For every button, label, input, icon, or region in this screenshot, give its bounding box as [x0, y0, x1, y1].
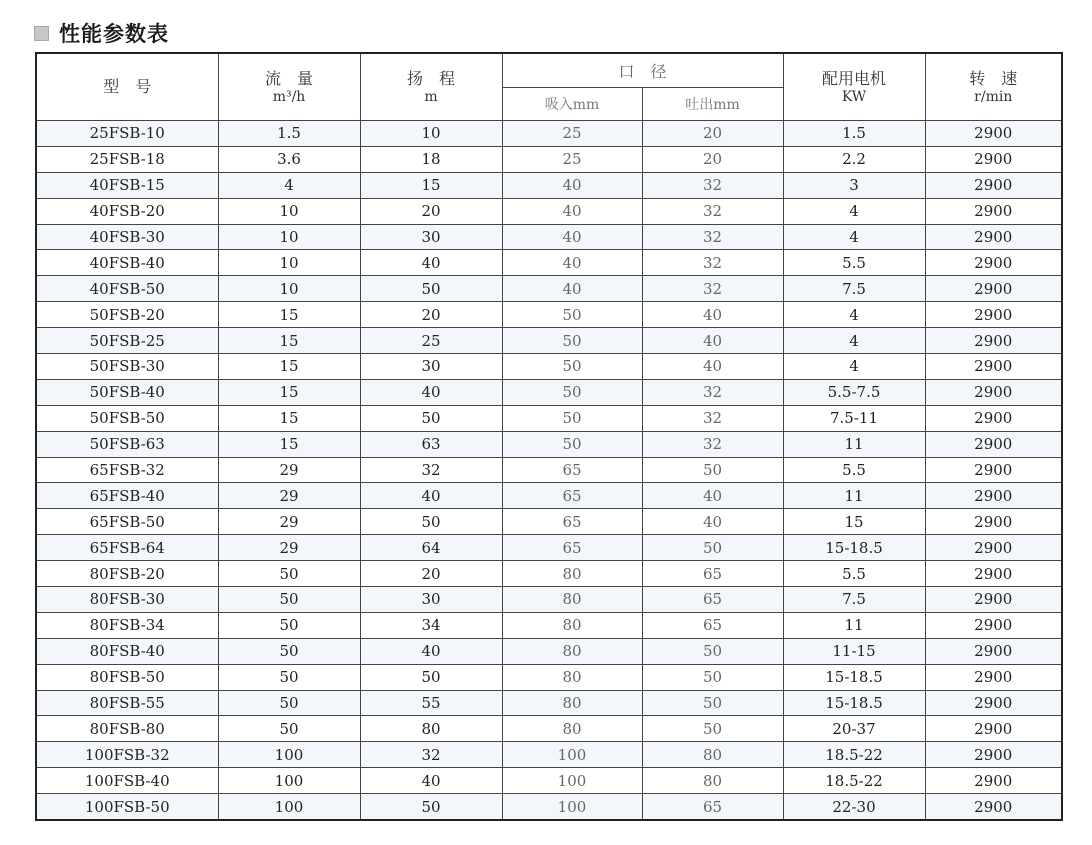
- cell-flow: 50: [218, 716, 360, 742]
- cell-inlet: 100: [502, 794, 642, 820]
- header-speed-unit: r/min: [974, 89, 1013, 105]
- table-row: [36, 716, 1062, 742]
- cell-flow: 100: [218, 742, 360, 768]
- cell-head: 34: [360, 612, 502, 638]
- table-row: [36, 328, 1062, 354]
- cell-outlet: 50: [642, 535, 783, 561]
- cell-model: 50FSB-40: [36, 379, 218, 405]
- cell-outlet: 65: [642, 612, 783, 638]
- header-head-unit: m: [424, 89, 438, 105]
- table-row: [36, 509, 1062, 535]
- cell-flow: 1.5: [218, 121, 360, 147]
- cell-motor: 7.5: [783, 587, 925, 613]
- cell-inlet: 40: [502, 276, 642, 302]
- cell-motor: 11: [783, 612, 925, 638]
- cell-speed: 2900: [925, 302, 1062, 328]
- cell-head: 80: [360, 716, 502, 742]
- cell-speed: 2900: [925, 379, 1062, 405]
- cell-inlet: 80: [502, 561, 642, 587]
- cell-head: 40: [360, 483, 502, 509]
- cell-flow: 29: [218, 483, 360, 509]
- table-row: [36, 561, 1062, 587]
- cell-outlet: 40: [642, 509, 783, 535]
- cell-head: 15: [360, 172, 502, 198]
- table-row: [36, 690, 1062, 716]
- cell-motor: 11: [783, 431, 925, 457]
- cell-motor: 1.5: [783, 121, 925, 147]
- cell-model: 40FSB-20: [36, 198, 218, 224]
- cell-model: 40FSB-50: [36, 276, 218, 302]
- header-diameter: 口 径: [502, 53, 783, 88]
- cell-inlet: 50: [502, 354, 642, 380]
- cell-outlet: 50: [642, 638, 783, 664]
- cell-flow: 50: [218, 612, 360, 638]
- header-head: [360, 53, 502, 121]
- cell-flow: 10: [218, 198, 360, 224]
- cell-model: 50FSB-30: [36, 354, 218, 380]
- cell-flow: 10: [218, 250, 360, 276]
- cell-inlet: 50: [502, 379, 642, 405]
- cell-speed: 2900: [925, 250, 1062, 276]
- cell-head: 50: [360, 794, 502, 820]
- cell-model: 50FSB-50: [36, 405, 218, 431]
- table-row: [36, 302, 1062, 328]
- table-row: [36, 457, 1062, 483]
- table-row: [36, 742, 1062, 768]
- table-row: [36, 379, 1062, 405]
- cell-motor: 3: [783, 172, 925, 198]
- cell-inlet: 80: [502, 587, 642, 613]
- table-row: [36, 664, 1062, 690]
- cell-model: 50FSB-20: [36, 302, 218, 328]
- cell-flow: 15: [218, 328, 360, 354]
- cell-speed: 2900: [925, 587, 1062, 613]
- cell-model: 80FSB-20: [36, 561, 218, 587]
- cell-motor: 18.5-22: [783, 742, 925, 768]
- cell-outlet: 32: [642, 405, 783, 431]
- cell-flow: 29: [218, 457, 360, 483]
- header-model-label: 型 号: [103, 77, 152, 96]
- cell-head: 20: [360, 302, 502, 328]
- cell-flow: 50: [218, 587, 360, 613]
- cell-speed: 2900: [925, 612, 1062, 638]
- table-row: [36, 172, 1062, 198]
- cell-head: 50: [360, 405, 502, 431]
- cell-head: 63: [360, 431, 502, 457]
- cell-model: 65FSB-64: [36, 535, 218, 561]
- cell-flow: 29: [218, 535, 360, 561]
- cell-model: 80FSB-34: [36, 612, 218, 638]
- cell-motor: 2.2: [783, 146, 925, 172]
- cell-outlet: 32: [642, 250, 783, 276]
- cell-motor: 11-15: [783, 638, 925, 664]
- table-row: [36, 638, 1062, 664]
- cell-inlet: 100: [502, 742, 642, 768]
- cell-speed: 2900: [925, 664, 1062, 690]
- cell-outlet: 65: [642, 794, 783, 820]
- cell-outlet: 80: [642, 768, 783, 794]
- cell-flow: 50: [218, 561, 360, 587]
- cell-inlet: 80: [502, 638, 642, 664]
- cell-outlet: 50: [642, 690, 783, 716]
- table-row: [36, 405, 1062, 431]
- cell-head: 40: [360, 379, 502, 405]
- header-flow: [218, 53, 360, 121]
- cell-speed: 2900: [925, 690, 1062, 716]
- cell-speed: 2900: [925, 716, 1062, 742]
- cell-speed: 2900: [925, 276, 1062, 302]
- table-row: [36, 768, 1062, 794]
- cell-inlet: 80: [502, 716, 642, 742]
- cell-motor: 4: [783, 302, 925, 328]
- cell-model: 80FSB-40: [36, 638, 218, 664]
- header-motor-label: 配用电机: [822, 69, 887, 88]
- cell-flow: 29: [218, 509, 360, 535]
- cell-speed: 2900: [925, 742, 1062, 768]
- cell-outlet: 20: [642, 121, 783, 147]
- cell-outlet: 65: [642, 561, 783, 587]
- cell-head: 25: [360, 328, 502, 354]
- cell-speed: 2900: [925, 561, 1062, 587]
- cell-head: 30: [360, 587, 502, 613]
- cell-head: 40: [360, 768, 502, 794]
- cell-speed: 2900: [925, 405, 1062, 431]
- cell-outlet: 32: [642, 276, 783, 302]
- cell-speed: 2900: [925, 483, 1062, 509]
- cell-motor: 5.5: [783, 457, 925, 483]
- cell-motor: 22-30: [783, 794, 925, 820]
- cell-speed: 2900: [925, 794, 1062, 820]
- table-row: [36, 794, 1062, 820]
- cell-flow: 50: [218, 638, 360, 664]
- cell-model: 25FSB-18: [36, 146, 218, 172]
- cell-speed: 2900: [925, 198, 1062, 224]
- cell-outlet: 40: [642, 354, 783, 380]
- cell-head: 32: [360, 457, 502, 483]
- cell-motor: 7.5: [783, 276, 925, 302]
- cell-outlet: 32: [642, 379, 783, 405]
- cell-speed: 2900: [925, 509, 1062, 535]
- table-row: [36, 587, 1062, 613]
- table-row: [36, 276, 1062, 302]
- cell-head: 30: [360, 224, 502, 250]
- cell-motor: 15-18.5: [783, 535, 925, 561]
- cell-model: 65FSB-50: [36, 509, 218, 535]
- cell-flow: 4: [218, 172, 360, 198]
- cell-model: 80FSB-55: [36, 690, 218, 716]
- cell-inlet: 25: [502, 121, 642, 147]
- table-row: [36, 431, 1062, 457]
- cell-motor: 15: [783, 509, 925, 535]
- cell-head: 50: [360, 664, 502, 690]
- cell-motor: 4: [783, 224, 925, 250]
- header-speed-label: 转 速: [969, 69, 1018, 88]
- cell-inlet: 40: [502, 198, 642, 224]
- table-row: [36, 198, 1062, 224]
- cell-inlet: 50: [502, 328, 642, 354]
- cell-speed: 2900: [925, 172, 1062, 198]
- cell-outlet: 32: [642, 431, 783, 457]
- cell-model: 100FSB-40: [36, 768, 218, 794]
- cell-motor: 4: [783, 198, 925, 224]
- cell-inlet: 25: [502, 146, 642, 172]
- header-speed: [925, 53, 1062, 121]
- cell-head: 20: [360, 561, 502, 587]
- cell-motor: 5.5: [783, 250, 925, 276]
- cell-motor: 15-18.5: [783, 690, 925, 716]
- cell-model: 65FSB-40: [36, 483, 218, 509]
- cell-speed: 2900: [925, 638, 1062, 664]
- cell-motor: 11: [783, 483, 925, 509]
- cell-model: 40FSB-40: [36, 250, 218, 276]
- header-flow-unit: m³/h: [272, 89, 306, 105]
- cell-flow: 100: [218, 794, 360, 820]
- cell-inlet: 65: [502, 483, 642, 509]
- table-row: [36, 535, 1062, 561]
- cell-flow: 50: [218, 690, 360, 716]
- cell-head: 40: [360, 638, 502, 664]
- performance-table: [35, 52, 1063, 821]
- cell-inlet: 50: [502, 431, 642, 457]
- cell-model: 40FSB-15: [36, 172, 218, 198]
- cell-head: 55: [360, 690, 502, 716]
- cell-flow: 50: [218, 664, 360, 690]
- cell-speed: 2900: [925, 121, 1062, 147]
- cell-motor: 18.5-22: [783, 768, 925, 794]
- cell-head: 50: [360, 509, 502, 535]
- cell-outlet: 80: [642, 742, 783, 768]
- cell-motor: 5.5: [783, 561, 925, 587]
- cell-outlet: 50: [642, 664, 783, 690]
- cell-inlet: 80: [502, 664, 642, 690]
- header-motor-unit: KW: [841, 89, 867, 105]
- table-row: [36, 146, 1062, 172]
- cell-flow: 3.6: [218, 146, 360, 172]
- cell-outlet: 40: [642, 483, 783, 509]
- table-row: [36, 250, 1062, 276]
- cell-inlet: 80: [502, 612, 642, 638]
- cell-model: 40FSB-30: [36, 224, 218, 250]
- cell-head: 30: [360, 354, 502, 380]
- cell-speed: 2900: [925, 354, 1062, 380]
- cell-model: 50FSB-25: [36, 328, 218, 354]
- cell-outlet: 50: [642, 457, 783, 483]
- cell-speed: 2900: [925, 768, 1062, 794]
- cell-speed: 2900: [925, 328, 1062, 354]
- cell-outlet: 65: [642, 587, 783, 613]
- table-row: [36, 612, 1062, 638]
- cell-outlet: 32: [642, 224, 783, 250]
- cell-inlet: 65: [502, 457, 642, 483]
- cell-speed: 2900: [925, 431, 1062, 457]
- cell-model: 100FSB-50: [36, 794, 218, 820]
- cell-head: 32: [360, 742, 502, 768]
- cell-head: 20: [360, 198, 502, 224]
- cell-head: 50: [360, 276, 502, 302]
- cell-outlet: 32: [642, 172, 783, 198]
- header-motor: [783, 53, 925, 121]
- cell-flow: 15: [218, 302, 360, 328]
- cell-head: 64: [360, 535, 502, 561]
- cell-motor: 15-18.5: [783, 664, 925, 690]
- cell-model: 65FSB-32: [36, 457, 218, 483]
- cell-flow: 15: [218, 431, 360, 457]
- cell-model: 50FSB-63: [36, 431, 218, 457]
- section-header: [34, 20, 169, 46]
- cell-flow: 15: [218, 354, 360, 380]
- page-title: 性能参数表: [59, 22, 169, 46]
- cell-speed: 2900: [925, 224, 1062, 250]
- cell-flow: 10: [218, 224, 360, 250]
- table-row: [36, 224, 1062, 250]
- table-row: [36, 121, 1062, 147]
- cell-speed: 2900: [925, 457, 1062, 483]
- header-flow-label: 流 量: [264, 69, 313, 88]
- cell-inlet: 65: [502, 509, 642, 535]
- cell-inlet: 65: [502, 535, 642, 561]
- cell-motor: 5.5-7.5: [783, 379, 925, 405]
- cell-motor: 4: [783, 354, 925, 380]
- cell-inlet: 50: [502, 302, 642, 328]
- cell-inlet: 50: [502, 405, 642, 431]
- cell-motor: 20-37: [783, 716, 925, 742]
- table-row: [36, 483, 1062, 509]
- cell-motor: 7.5-11: [783, 405, 925, 431]
- table-row: [36, 354, 1062, 380]
- cell-model: 80FSB-30: [36, 587, 218, 613]
- header-inlet: 吸入mm: [502, 88, 642, 121]
- cell-inlet: 40: [502, 172, 642, 198]
- cell-outlet: 20: [642, 146, 783, 172]
- cell-head: 18: [360, 146, 502, 172]
- cell-inlet: 40: [502, 250, 642, 276]
- cell-speed: 2900: [925, 535, 1062, 561]
- header-head-label: 扬 程: [406, 69, 455, 88]
- cell-head: 40: [360, 250, 502, 276]
- cell-inlet: 80: [502, 690, 642, 716]
- cell-model: 80FSB-50: [36, 664, 218, 690]
- cell-outlet: 40: [642, 328, 783, 354]
- cell-model: 100FSB-32: [36, 742, 218, 768]
- cell-speed: 2900: [925, 146, 1062, 172]
- header-outlet: 吐出mm: [642, 88, 783, 121]
- cell-inlet: 100: [502, 768, 642, 794]
- cell-flow: 10: [218, 276, 360, 302]
- cell-flow: 15: [218, 379, 360, 405]
- cell-outlet: 40: [642, 302, 783, 328]
- cell-model: 80FSB-80: [36, 716, 218, 742]
- cell-inlet: 40: [502, 224, 642, 250]
- cell-flow: 15: [218, 405, 360, 431]
- cell-motor: 4: [783, 328, 925, 354]
- cell-head: 10: [360, 121, 502, 147]
- square-bullet-icon: [34, 26, 49, 41]
- cell-flow: 100: [218, 768, 360, 794]
- table-body: [36, 121, 1062, 821]
- cell-model: 25FSB-10: [36, 121, 218, 147]
- header-model: [36, 53, 218, 121]
- cell-outlet: 50: [642, 716, 783, 742]
- cell-outlet: 32: [642, 198, 783, 224]
